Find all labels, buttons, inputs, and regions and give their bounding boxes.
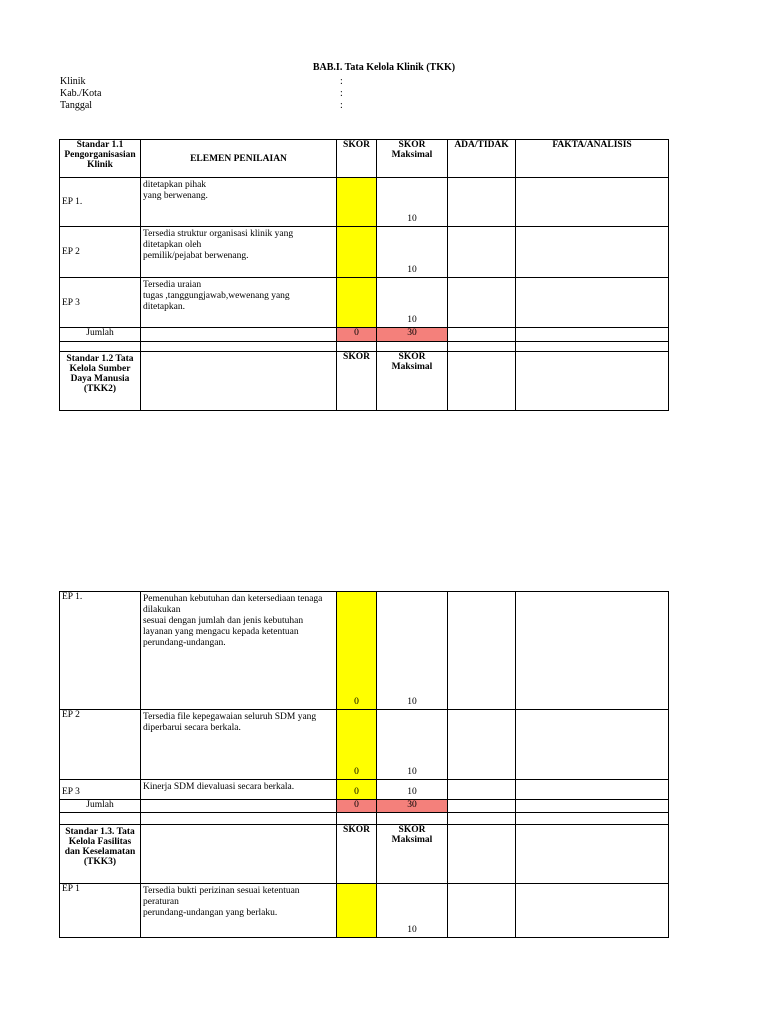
ep-label: EP 1. [60,178,141,227]
empty-cell [448,800,516,813]
fakta-cell[interactable] [516,178,669,227]
skor-input-cell[interactable] [337,227,377,278]
table-row [60,178,669,227]
jumlah-row [60,328,669,342]
ada-tidak-cell[interactable] [448,592,516,710]
skor-maks-value: 10 [377,780,448,800]
skor-maks-value: 10 [377,710,448,780]
empty-cell [448,342,516,352]
empty-cell [377,813,448,825]
desc-line: Tersedia uraian [143,280,202,290]
table-row [60,710,669,780]
ep-label: EP 1 [60,884,141,938]
column-skor-maks-header: SKOR Maksimal [377,140,448,178]
empty-cell [141,813,337,825]
desc-line: pemilik/pejabat berwenang. [143,251,249,261]
jumlah-label: Jumlah [60,328,141,342]
empty-cell [448,813,516,825]
standard-name: Standar 1.3. Tata Kelola Fasilitas dan Keselamatan (TKK3) [60,825,141,884]
desc-line: ditetapkan pihak [143,180,207,190]
desc-line: sesuai dengan jumlah dan jenis kebutuhan [143,616,304,626]
desc-line: ditetapkan oleh [143,240,202,250]
column-skor-maks-header: SKOR Maksimal [377,352,448,411]
ada-tidak-cell[interactable] [448,884,516,938]
skor-input-cell[interactable]: 0 [337,710,377,780]
empty-cell [516,328,669,342]
ep-description [141,178,337,227]
desc-line: perundang-undangan. [143,638,226,648]
jumlah-skor-maks: 30 [377,800,448,813]
empty-cell [516,342,669,352]
empty-cell [337,342,377,352]
fakta-cell[interactable] [516,884,669,938]
ep-label: EP 2 [60,227,141,278]
column-fakta-header: FAKTA/ANALISIS [516,140,669,178]
ada-tidak-cell[interactable] [448,178,516,227]
skor-maks-value: 10 [377,278,448,328]
desc-line: layanan yang mengacu kepada ketentuan [143,627,299,637]
ep-description [141,592,337,710]
ep-description [141,710,337,780]
desc-line: tugas ,tanggungjawab,wewenang yang [143,291,290,301]
empty-cell [141,352,337,411]
ep-description [141,884,337,938]
desc-line: ditetapkan. [143,302,185,312]
desc-line: Tersedia bukti perizinan sesuai ketentuan [143,886,300,896]
skor-maks-value: 10 [377,884,448,938]
table-row [60,278,669,328]
skor-input-cell[interactable]: 0 [337,780,377,800]
table-row [60,227,669,278]
spacer-row [60,813,669,825]
header-separator: : [340,100,343,111]
standard-header-row [60,825,669,884]
standard-name: Standar 1.1 Pengorganisasian Klinik [60,140,141,178]
desc-line: Tersedia struktur organisasi klinik yang [143,229,294,239]
table-header-row [60,140,669,178]
empty-cell [337,813,377,825]
fakta-cell[interactable] [516,780,669,800]
desc-line: Kinerja SDM dievaluasi secara berkala. [143,782,295,792]
empty-cell [516,352,669,411]
desc-line: peraturan [143,897,179,907]
skor-input-cell[interactable] [337,884,377,938]
empty-cell [60,813,141,825]
ep-label: EP 3 [60,780,141,800]
header-label: Tanggal [60,100,93,111]
assessment-table-2 [59,591,669,938]
ep-label: EP 3 [60,278,141,328]
jumlah-skor: 0 [337,800,377,813]
jumlah-skor: 0 [337,328,377,342]
column-elemen-header: ELEMEN PENILAIAN [141,140,337,178]
ep-description [141,227,337,278]
ep-description [141,278,337,328]
column-skor-header: SKOR [337,825,377,884]
ada-tidak-cell[interactable] [448,278,516,328]
skor-input-cell[interactable] [337,178,377,227]
table-row [60,592,669,710]
empty-cell [448,825,516,884]
skor-input-cell[interactable]: 0 [337,592,377,710]
skor-maks-value: 10 [377,592,448,710]
header-separator: : [340,88,343,99]
fakta-cell[interactable] [516,227,669,278]
desc-line: yang berwenang. [143,191,208,201]
header-label: Klinik [60,76,86,87]
fakta-cell[interactable] [516,592,669,710]
ep-label: EP 1. [60,592,141,710]
document-title: BAB.I. Tata Kelola Klinik (TKK) [312,62,456,73]
ada-tidak-cell[interactable] [448,227,516,278]
column-skor-header: SKOR [337,352,377,411]
empty-cell [448,328,516,342]
desc-line: Pemenuhan kebutuhan dan ketersediaan tenaga [143,594,323,604]
assessment-table-1 [59,139,669,411]
desc-line: Tersedia file kepegawaian seluruh SDM yang [143,712,317,722]
fakta-cell[interactable] [516,710,669,780]
header-separator: : [340,76,343,87]
desc-line: diperbarui secara berkala. [143,723,241,733]
empty-cell [377,342,448,352]
standard-header-row [60,352,669,411]
desc-line: perundang-undangan yang berlaku. [143,908,278,918]
ada-tidak-cell[interactable] [448,710,516,780]
empty-cell [516,825,669,884]
column-ada-tidak-header: ADA/TIDAK [448,140,516,178]
header-field-klinik [60,76,343,87]
empty-cell [60,342,141,352]
skor-maks-value: 10 [377,227,448,278]
jumlah-skor-maks: 30 [377,328,448,342]
skor-maks-value: 10 [377,178,448,227]
header-field-kab-kota [60,88,343,99]
header-field-tanggal [60,100,343,111]
table-row [60,884,669,938]
skor-input-cell[interactable] [337,278,377,328]
empty-cell [448,352,516,411]
ep-description [141,780,337,800]
column-skor-header: SKOR [337,140,377,178]
jumlah-label: Jumlah [60,800,141,813]
empty-cell [141,800,337,813]
desc-line: dilakukan [143,605,181,615]
jumlah-row [60,800,669,813]
ada-tidak-cell[interactable] [448,780,516,800]
empty-cell [141,328,337,342]
table-row [60,780,669,800]
empty-cell [141,825,337,884]
empty-cell [141,342,337,352]
empty-cell [516,800,669,813]
column-skor-maks-header: SKOR Maksimal [377,825,448,884]
empty-cell [516,813,669,825]
header-label: Kab./Kota [60,88,102,99]
standard-name: Standar 1.2 Tata Kelola Sumber Daya Manusia (TKK2) [60,352,141,411]
ep-label: EP 2 [60,710,141,780]
fakta-cell[interactable] [516,278,669,328]
spacer-row [60,342,669,352]
